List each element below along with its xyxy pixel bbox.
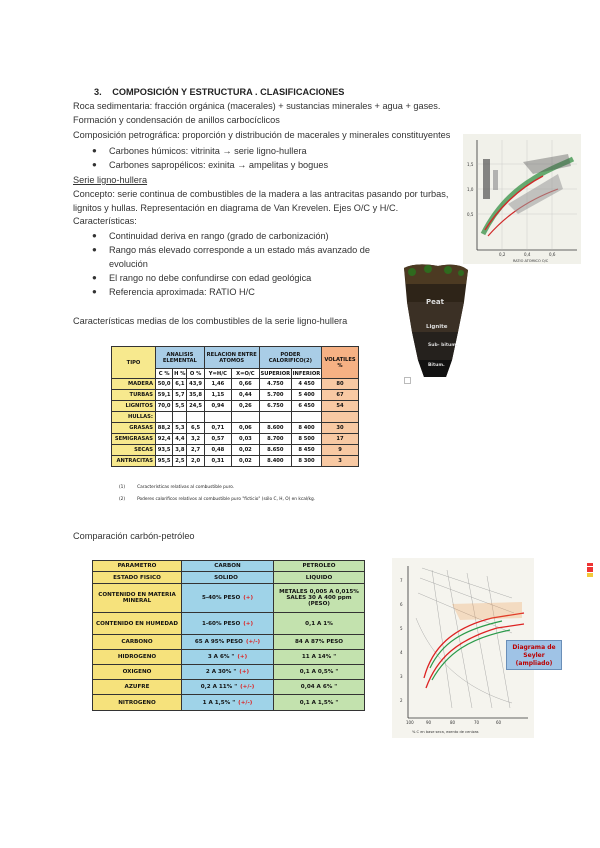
list-item-text: Referencia aproximada: RATIO H/C <box>109 287 255 297</box>
cell-carbon <box>182 584 274 613</box>
cell-parametro: ESTADO FISICO <box>93 572 182 584</box>
cell-xoc: 0,06 <box>232 423 260 434</box>
list-item: ● El rango no debe confundirse con edad geológica <box>92 273 312 283</box>
list-item: ● Rango más elevado corresponde a un estado más avanzado de <box>92 245 370 255</box>
section-number: 3. <box>94 87 102 97</box>
cell-tipo: SEMIGRASAS <box>112 434 156 445</box>
table-row <box>112 401 359 412</box>
list-item: ● Carbones sapropélicos: exinita → ampelitas y bogues <box>92 160 329 170</box>
list-item-text: evolución <box>109 259 148 269</box>
cell-sup: 8.650 <box>259 445 291 456</box>
col-petroleo: PETROLEO <box>274 561 365 572</box>
cell-tipo: SECAS <box>112 445 156 456</box>
cell-volatiles: 54 <box>322 401 359 412</box>
cell-xoc: 0,02 <box>232 456 260 467</box>
table-row <box>93 584 365 613</box>
logo-mark <box>587 563 593 578</box>
label-subbitum: Sub- bitum. <box>428 343 458 348</box>
col-c: C % <box>156 369 173 379</box>
section-title: COMPOSICIÓN Y ESTRUCTURA . CLASIFICACIONES <box>112 87 345 97</box>
seyler-label: Diagrama de Seyler (ampliado) <box>506 640 562 670</box>
cell-yhc: 0,31 <box>204 456 231 467</box>
svg-text:6: 6 <box>400 602 403 607</box>
cell-carbon <box>182 695 274 711</box>
cell-petroleo: METALES 0,005 A 0,015% SALES 30 A 400 ppm (PESO) <box>274 584 365 613</box>
cell-o: 3,2 <box>187 434 204 445</box>
carbon-rating: (+/-) <box>245 639 261 645</box>
svg-text:3: 3 <box>400 674 403 679</box>
table-row <box>112 423 359 434</box>
cell-petroleo: LIQUIDO <box>274 572 365 584</box>
cell-o: 24,5 <box>187 401 204 412</box>
cell-c: 88,2 <box>156 423 173 434</box>
cell-inf: 5 400 <box>291 390 321 401</box>
paragraph-line: Comparación carbón-petróleo <box>73 531 195 541</box>
subsection-title: Serie ligno-hullera <box>73 175 148 185</box>
cell-parametro: OXIGENO <box>93 665 182 680</box>
paragraph-line: Características: <box>73 216 137 226</box>
list-item-text: Carbones sapropélicos: exinita → ampelitas y bogues <box>109 160 329 170</box>
carbon-value: 2 A 30% " <box>205 669 237 675</box>
seyler-diagram <box>392 558 556 738</box>
col-o: O % <box>187 369 204 379</box>
footnote-text: Poderes caloríficos relativos al combustible puro "ficticio" (sólo C, H, O) en kcal/kg. <box>137 497 316 502</box>
cell-tipo: LIGNITOS <box>112 401 156 412</box>
cell-inf: 8 400 <box>291 423 321 434</box>
table-row <box>93 695 365 711</box>
svg-text:1,0: 1,0 <box>467 187 474 192</box>
van-krevelen-graphic <box>463 134 581 264</box>
cell-carbon <box>182 572 274 584</box>
cell-h: 2,5 <box>173 456 187 467</box>
cell-parametro: AZUFRE <box>93 680 182 695</box>
paragraph-line: Composición petrográfica: proporción y distribución de macerales y minerales constituyentes <box>73 130 451 140</box>
cell-inf: 4 450 <box>291 379 321 390</box>
cell-sup: 8.700 <box>259 434 291 445</box>
carbon-rating: (+/-) <box>238 699 253 706</box>
col-xoc: X=O/C <box>232 369 260 379</box>
cell-tipo: MADERA <box>112 379 156 390</box>
table-row <box>93 635 365 650</box>
cell-tipo: HULLAS: <box>112 412 156 423</box>
logo-mark <box>404 377 411 384</box>
cell-xoc: 0,44 <box>232 390 260 401</box>
cell-inf: 6 450 <box>291 401 321 412</box>
list-item-text: El rango no debe confundirse con edad geológica <box>109 273 312 283</box>
carbon-value: SOLIDO <box>214 574 238 581</box>
cell-o: 2,7 <box>187 445 204 456</box>
cell-tipo: ANTRACITAS <box>112 456 156 467</box>
cell-parametro: CONTENIDO EN HUMEDAD <box>93 613 182 635</box>
carbon-value: 3 A 6% " <box>207 654 235 660</box>
col-inf: INFERIOR <box>292 370 321 377</box>
cell-inf <box>291 412 321 423</box>
cell-yhc <box>204 412 231 423</box>
cell-h: 5,3 <box>173 423 187 434</box>
table-row <box>112 412 359 423</box>
cell-c: 95,5 <box>156 456 173 467</box>
cell-inf: 8 300 <box>291 456 321 467</box>
paragraph-line: lignitos y hullas. Representación en diagrama de Van Krevelen. Ejes O/C y H/C. <box>73 203 399 213</box>
carbon-value: 0,2 A 11% " <box>200 684 238 690</box>
list-item: ● Continuidad deriva en rango (grado de carbonización) <box>92 231 329 241</box>
col-carbon: CARBON <box>182 561 274 572</box>
cell-c: 50,0 <box>156 379 173 390</box>
cell-o: 35,8 <box>187 390 204 401</box>
col-relacion: RELACION ENTRE ATOMOS <box>204 347 259 369</box>
cell-xoc: 0,26 <box>232 401 260 412</box>
label-bitum: Bitum. <box>428 363 445 368</box>
cell-yhc: 0,48 <box>204 445 231 456</box>
svg-text:4: 4 <box>400 650 403 655</box>
cell-xoc: 0,66 <box>232 379 260 390</box>
footnote-number: (1) <box>119 485 126 490</box>
svg-text:70: 70 <box>474 720 480 725</box>
svg-text:5: 5 <box>400 626 403 631</box>
cell-tipo: GRASAS <box>112 423 156 434</box>
footnote-text: Características relativas al combustible puro. <box>137 485 235 490</box>
cell-petroleo: 0,04 A 6% " <box>274 680 365 695</box>
svg-text:100: 100 <box>406 720 414 725</box>
cell-yhc: 0,57 <box>204 434 231 445</box>
cell-c <box>156 412 173 423</box>
col-sup: SUPERIOR <box>260 370 291 377</box>
coal-column-image <box>398 262 472 380</box>
cell-c: 92,4 <box>156 434 173 445</box>
cell-volatiles <box>322 412 359 423</box>
cell-carbon <box>182 613 274 635</box>
cell-yhc: 0,94 <box>204 401 231 412</box>
label-peat: Peat <box>426 298 444 306</box>
cell-carbon <box>182 650 274 665</box>
cell-xoc <box>232 412 260 423</box>
cell-h: 3,8 <box>173 445 187 456</box>
table-row <box>112 434 359 445</box>
table-row <box>112 379 359 390</box>
cell-h: 4,4 <box>173 434 187 445</box>
table-row <box>93 613 365 635</box>
cell-parametro: CARBONO <box>93 635 182 650</box>
coal-series-table <box>111 346 359 467</box>
svg-text:7: 7 <box>400 578 403 583</box>
cell-h: 5,5 <box>173 401 187 412</box>
svg-text:80: 80 <box>450 720 456 725</box>
table-row <box>93 680 365 695</box>
paragraph-line: Características medias de los combustibles de la serie ligno-hullera <box>73 316 348 326</box>
col-yhc: Y=H/C <box>204 369 231 379</box>
paragraph-line: Concepto: serie continua de combustibles de la madera a las antracitas pasando por turbas, <box>73 189 449 199</box>
cell-sup: 8.600 <box>259 423 291 434</box>
table-row <box>112 445 359 456</box>
cell-xoc: 0,02 <box>232 445 260 456</box>
carbon-value: 5-40% PESO <box>201 595 241 601</box>
coal-oil-comparison-table <box>92 560 365 711</box>
paragraph-line: Formación y condensación de anillos carbocíclicos <box>73 115 280 125</box>
table-row <box>93 650 365 665</box>
cell-carbon <box>182 635 274 650</box>
cell-parametro: NITROGENO <box>93 695 182 711</box>
cell-sup: 8.400 <box>259 456 291 467</box>
col-h: H % <box>174 370 186 377</box>
svg-text:60: 60 <box>496 720 502 725</box>
cell-sup <box>259 412 291 423</box>
svg-text:0,5: 0,5 <box>467 212 474 217</box>
list-item-text: Carbones húmicos: vitrinita → serie ligno-hullera <box>109 146 307 156</box>
list-item: ● Carbones húmicos: vitrinita → serie ligno-hullera <box>92 146 307 156</box>
svg-text:1,5: 1,5 <box>467 162 474 167</box>
svg-text:0,4: 0,4 <box>524 252 531 257</box>
van-krevelen-diagram <box>463 134 581 264</box>
label-lignite: Lignite <box>426 324 448 330</box>
footnote <box>119 485 234 490</box>
cell-volatiles: 9 <box>322 445 359 456</box>
cell-petroleo: 0,1 A 1% <box>274 613 365 635</box>
svg-text:90: 90 <box>426 720 432 725</box>
cell-carbon <box>182 680 274 695</box>
cell-inf: 8 450 <box>291 445 321 456</box>
cell-sup: 6.750 <box>259 401 291 412</box>
seyler-xlabel: % C en base seca, exento de cenizas <box>412 730 479 734</box>
cell-o: 2,0 <box>187 456 204 467</box>
list-item-text: Continuidad deriva en rango (grado de carbonización) <box>109 231 329 241</box>
cell-petroleo: 11 A 14% " <box>274 650 365 665</box>
carbon-rating: (+) <box>243 620 254 627</box>
col-volatiles: VOLATILES % <box>322 347 359 379</box>
svg-text:0,6: 0,6 <box>549 252 556 257</box>
cell-c: 70,0 <box>156 401 173 412</box>
cell-c: 93,5 <box>156 445 173 456</box>
col-parametro: PARAMETRO <box>93 561 182 572</box>
section-heading <box>94 86 344 98</box>
carbon-rating: (+) <box>243 595 254 601</box>
svg-text:0,2: 0,2 <box>499 252 506 257</box>
cell-sup: 5.700 <box>259 390 291 401</box>
cell-o: 6,5 <box>187 423 204 434</box>
carbon-value: 65 A 95% PESO <box>194 639 243 645</box>
cell-parametro: CONTENIDO EN MATERIA MINERAL <box>93 584 182 613</box>
col-tipo: TIPO <box>112 347 156 379</box>
col-poder: PODER CALORIFICO(2) <box>259 347 321 369</box>
footnote-number: (2) <box>119 497 126 502</box>
list-item-continuation <box>109 258 148 270</box>
cell-yhc: 0,71 <box>204 423 231 434</box>
carbon-rating: (+/-) <box>240 684 255 690</box>
cell-sup: 4.750 <box>259 379 291 390</box>
cell-volatiles: 3 <box>322 456 359 467</box>
cell-o <box>187 412 204 423</box>
cell-inf: 8 500 <box>291 434 321 445</box>
table-row <box>93 665 365 680</box>
cell-h <box>173 412 187 423</box>
svg-text:2: 2 <box>400 698 403 703</box>
cell-petroleo: 0,1 A 0,5% " <box>274 665 365 680</box>
cell-volatiles: 17 <box>322 434 359 445</box>
cell-volatiles: 30 <box>322 423 359 434</box>
table-row <box>112 390 359 401</box>
coal-column-graphic <box>398 262 472 380</box>
table-row <box>112 456 359 467</box>
cell-volatiles: 67 <box>322 390 359 401</box>
carbon-rating: (+) <box>239 669 250 675</box>
cell-parametro: HIDROGENO <box>93 650 182 665</box>
cell-h: 5,7 <box>173 390 187 401</box>
table-row <box>93 572 365 584</box>
carbon-value: 1 A 1,5% " <box>202 699 236 706</box>
carbon-value: 1-60% PESO <box>201 620 241 627</box>
cell-xoc: 0,03 <box>232 434 260 445</box>
cell-petroleo: 84 A 87% PESO <box>274 635 365 650</box>
vk-xlabel: RATIO ATOMICO O/C <box>513 259 549 263</box>
cell-h: 6,1 <box>173 379 187 390</box>
footnote <box>119 497 315 502</box>
col-analisis: ANALISIS ELEMENTAL <box>156 347 205 369</box>
list-item: ● Referencia aproximada: RATIO H/C <box>92 287 255 297</box>
carbon-rating: (+) <box>237 654 248 660</box>
cell-carbon <box>182 665 274 680</box>
paragraph-line: Roca sedimentaria: fracción orgánica (macerales) + sustancias minerales + agua + gases. <box>73 101 441 111</box>
cell-yhc: 1,46 <box>204 379 231 390</box>
cell-yhc: 1,15 <box>204 390 231 401</box>
list-item-text: Rango más elevado corresponde a un estado más avanzado de <box>109 245 370 255</box>
cell-tipo: TURBAS <box>112 390 156 401</box>
cell-o: 43,9 <box>187 379 204 390</box>
cell-c: 59,1 <box>156 390 173 401</box>
cell-petroleo: 0,1 A 1,5% " <box>274 695 365 711</box>
cell-volatiles: 80 <box>322 379 359 390</box>
